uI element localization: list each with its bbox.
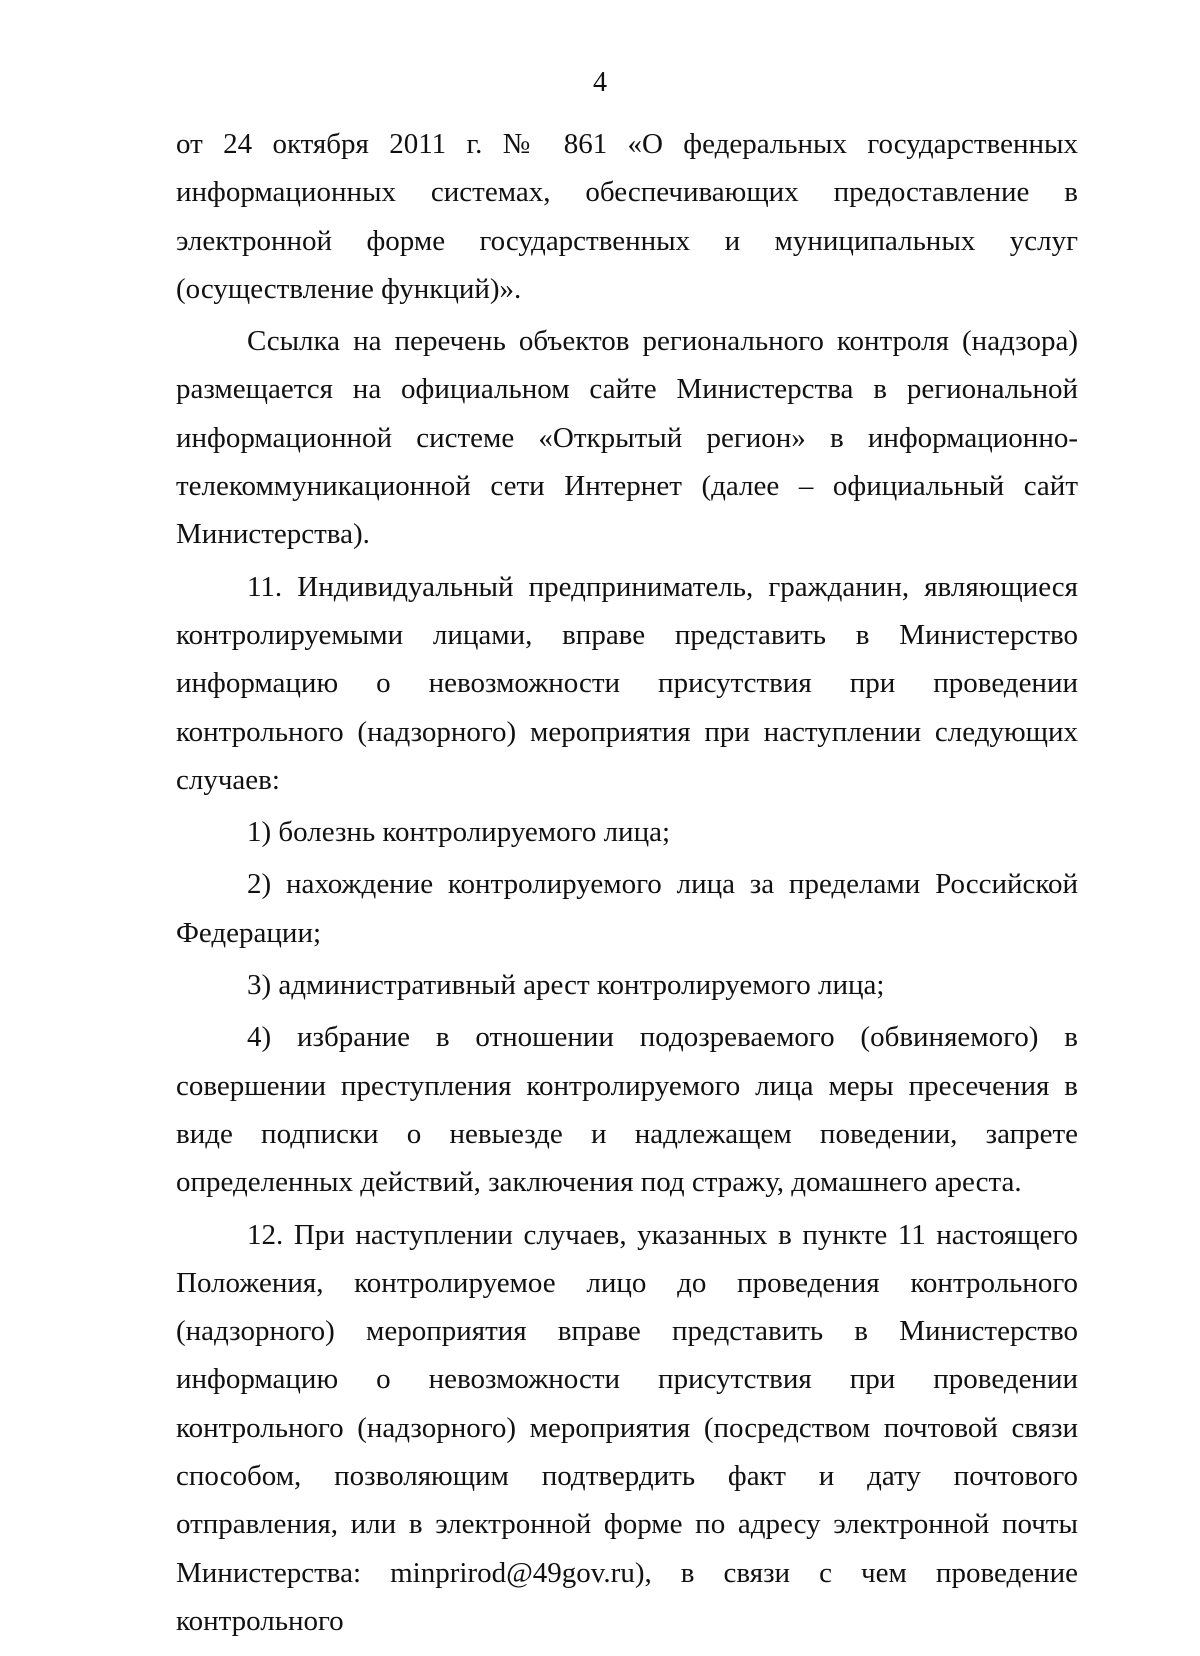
document-body [176, 120, 1078, 1645]
paragraph-item-12: 12. При наступлении случаев, указанных в пункте 11 настоящего Положения, контролируемое лицо до проведения контрольного (надзорного) мероприятия вправе представить в Министерство информацию о невозможности присутствия при проведении контрольного (надзорного) мероприятия (посредством почтовой связи способом, позволяющим подтвердить факт и дату почтового отправления, или в электронной форме по адресу электронной почты Министерства: minprirod@49gov.ru), в связи с чем проведение контрольного [176, 1218, 1078, 1637]
page-number: 4 [593, 67, 607, 98]
paragraph-continuation: от 24 октября 2011 г. № 861 «О федеральных государственных информационных системах, обеспечивающих предоставление в электронной форме государственных и муниципальных услуг (осуществление функций)». [176, 128, 1078, 305]
list-item-1: 1) болезнь контролируемого лица; [247, 816, 671, 849]
paragraph-reference-link: Ссылка на перечень объектов регионального контроля (надзора) размещается на официальном сайте Министерства в региональной информационной системе «Открытый регион» в информационно-телекоммуникационной сети Интернет (далее – официальный сайт Министерства). [176, 325, 1078, 551]
list-item-2: 2) нахождение контролируемого лица за пределами Российской Федерации; [176, 868, 1078, 949]
paragraph-item-11: 11. Индивидуальный предприниматель, гражданин, являющиеся контролируемыми лицами, вправе представить в Министерство информацию о невозможности присутствия при проведении контрольного (надзорного) мероприятия при наступлении следующих случаев: [176, 570, 1078, 796]
list-item-4: 4) избрание в отношении подозреваемого (обвиняемого) в совершении преступления контролируемого лица меры пресечения в виде подписки о невыезде и надлежащем поведении, запрете определенных действий, заключения под стражу, домашнего ареста. [176, 1021, 1078, 1199]
list-item-3: 3) административный арест контролируемого лица; [247, 969, 885, 1002]
